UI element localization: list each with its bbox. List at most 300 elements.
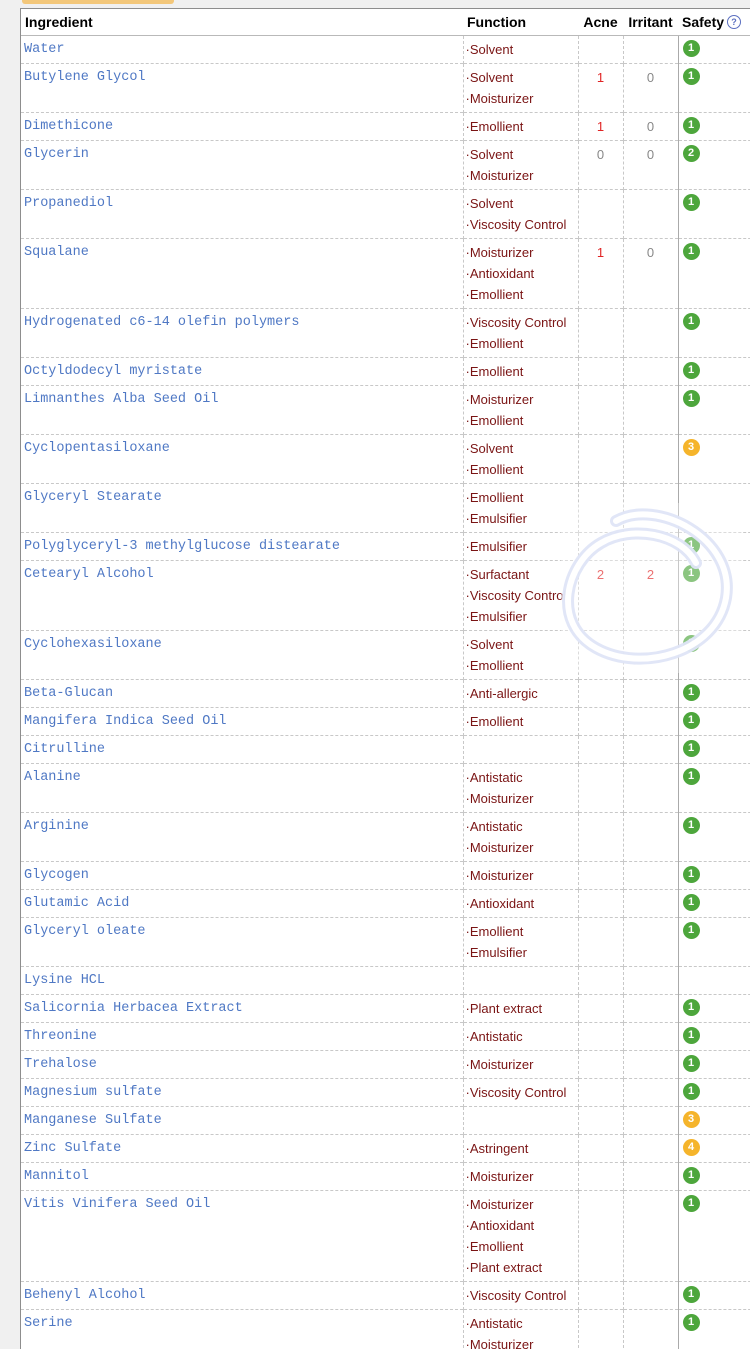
function-tag <box>464 1082 578 1103</box>
function-tag <box>464 410 578 431</box>
irritant-cell <box>623 708 678 736</box>
bullet-icon: · <box>466 1169 470 1184</box>
function-label: Moisturizer <box>470 840 534 855</box>
irritant-cell <box>623 736 678 764</box>
irritant-cell <box>623 890 678 918</box>
acne-value <box>579 918 623 924</box>
acne-value <box>579 1282 623 1288</box>
acne-cell <box>578 995 623 1023</box>
table-row <box>21 36 750 64</box>
function-label: Emollient <box>470 1239 523 1254</box>
ingredient-cell <box>21 1051 463 1079</box>
irritant-value <box>624 309 678 315</box>
safety-cell <box>678 1079 750 1107</box>
table-row <box>21 1163 750 1191</box>
acne-cell <box>578 386 623 435</box>
acne-cell <box>578 631 623 680</box>
acne-value <box>579 995 623 1001</box>
function-label: Moisturizer <box>470 91 534 106</box>
safety-cell <box>678 386 750 435</box>
ingredient-cell <box>21 435 463 484</box>
acne-value <box>579 533 623 539</box>
function-tag <box>464 39 578 60</box>
acne-value <box>579 736 623 742</box>
bullet-icon: · <box>466 1085 470 1100</box>
function-tag <box>464 1285 578 1306</box>
acne-cell <box>578 239 623 309</box>
function-cell <box>463 862 578 890</box>
acne-value <box>579 1051 623 1057</box>
acne-cell <box>578 1191 623 1282</box>
function-cell <box>463 561 578 631</box>
function-tag <box>464 865 578 886</box>
function-tag <box>464 893 578 914</box>
safety-badge[interactable]: 1 <box>683 999 700 1016</box>
ingredient-cell <box>21 764 463 813</box>
function-label: Emollient <box>470 462 523 477</box>
bullet-icon: · <box>466 1316 470 1331</box>
acne-cell <box>578 764 623 813</box>
safety-badge[interactable]: 1 <box>683 194 700 211</box>
ingredient-link[interactable]: Hydrogenated c6-14 olefin polymers <box>21 309 463 330</box>
safety-badge[interactable]: 1 <box>683 922 700 939</box>
acne-cell <box>578 309 623 358</box>
irritant-cell <box>623 190 678 239</box>
table-row <box>21 386 750 435</box>
header-acne: Acne <box>578 9 623 36</box>
ingredient-link[interactable]: Magnesium sulfate <box>21 1079 463 1100</box>
acne-cell <box>578 918 623 967</box>
function-cell <box>463 1079 578 1107</box>
irritant-value <box>624 995 678 1001</box>
irritant-value <box>624 890 678 896</box>
function-label: Moisturizer <box>470 245 534 260</box>
acne-cell <box>578 561 623 631</box>
function-label: Plant extract <box>470 1001 542 1016</box>
safety-badge[interactable]: 1 <box>683 117 700 134</box>
bullet-icon: · <box>466 924 470 939</box>
bullet-icon: · <box>466 245 470 260</box>
safety-cell <box>678 113 750 141</box>
irritant-cell <box>623 1135 678 1163</box>
safety-badge[interactable]: 2 <box>683 145 700 162</box>
table-row <box>21 918 750 967</box>
bullet-icon: · <box>466 1197 470 1212</box>
safety-badge[interactable]: 1 <box>683 866 700 883</box>
ingredient-link[interactable]: Butylene Glycol <box>21 64 463 85</box>
ingredient-link[interactable]: Cyclohexasiloxane <box>21 631 463 652</box>
table-row <box>21 533 750 561</box>
safety-badge[interactable]: 1 <box>683 740 700 757</box>
bullet-icon: · <box>466 1260 470 1275</box>
function-cell <box>463 813 578 862</box>
ingredient-link[interactable]: Beta-Glucan <box>21 680 463 701</box>
ingredient-link[interactable]: Cyclopentasiloxane <box>21 435 463 456</box>
ingredient-link[interactable]: Mannitol <box>21 1163 463 1184</box>
safety-cell <box>678 680 750 708</box>
bullet-icon: · <box>466 819 470 834</box>
irritant-value <box>624 862 678 868</box>
ingredient-link[interactable]: Threonine <box>21 1023 463 1044</box>
bullet-icon: · <box>466 315 470 330</box>
acne-cell <box>578 113 623 141</box>
acne-cell <box>578 813 623 862</box>
function-cell <box>463 190 578 239</box>
function-tag <box>464 263 578 284</box>
ingredient-cell <box>21 561 463 631</box>
safety-badge[interactable]: 1 <box>683 1027 700 1044</box>
irritant-value <box>624 736 678 742</box>
bullet-icon: · <box>466 462 470 477</box>
acne-cell <box>578 680 623 708</box>
ingredient-cell <box>21 64 463 113</box>
table-row <box>21 1023 750 1051</box>
ingredient-cell <box>21 1107 463 1135</box>
bullet-icon: · <box>466 1141 470 1156</box>
safety-cell <box>678 736 750 764</box>
table-row <box>21 1107 750 1135</box>
irritant-cell <box>623 36 678 64</box>
safety-cell <box>678 435 750 484</box>
irritant-value <box>624 484 678 490</box>
table-row <box>21 995 750 1023</box>
function-label: Viscosity Control <box>470 588 567 603</box>
ingredient-cell <box>21 36 463 64</box>
safety-badge[interactable]: 1 <box>683 712 700 729</box>
function-cell <box>463 1051 578 1079</box>
table-row <box>21 1310 750 1349</box>
ingredient-cell <box>21 890 463 918</box>
irritant-value: 2 <box>624 561 678 582</box>
function-cell <box>463 918 578 967</box>
safety-cell <box>678 64 750 113</box>
table-row <box>21 358 750 386</box>
acne-value <box>579 1023 623 1029</box>
function-tag <box>464 67 578 88</box>
table-row <box>21 1282 750 1310</box>
ingredient-link[interactable]: Alanine <box>21 764 463 785</box>
safety-cell <box>678 890 750 918</box>
safety-badge[interactable]: 1 <box>683 362 700 379</box>
function-tag <box>464 116 578 137</box>
bullet-icon: · <box>466 490 470 505</box>
bullet-icon: · <box>466 1337 470 1349</box>
acne-cell <box>578 484 623 533</box>
safety-cell <box>678 36 750 64</box>
ingredient-link[interactable]: Trehalose <box>21 1051 463 1072</box>
irritant-value: 0 <box>624 141 678 162</box>
ingredient-link[interactable]: Glyceryl oleate <box>21 918 463 939</box>
bullet-icon: · <box>466 567 470 582</box>
safety-cell <box>678 1107 750 1135</box>
ingredient-cell <box>21 1135 463 1163</box>
safety-badge[interactable]: 1 <box>683 1314 700 1331</box>
function-label: Antistatic <box>470 770 523 785</box>
acne-value: 0 <box>579 141 623 162</box>
function-cell <box>463 764 578 813</box>
ingredient-link[interactable]: Water <box>21 36 463 57</box>
ingredient-cell <box>21 813 463 862</box>
safety-cell <box>678 533 750 561</box>
function-label: Anti-allergic <box>470 686 538 701</box>
bullet-icon: · <box>466 714 470 729</box>
ingredient-link[interactable]: Vitis Vinifera Seed Oil <box>21 1191 463 1212</box>
function-cell <box>463 631 578 680</box>
function-cell <box>463 1135 578 1163</box>
function-cell <box>463 358 578 386</box>
irritant-cell <box>623 1191 678 1282</box>
function-cell <box>463 1163 578 1191</box>
table-row <box>21 239 750 309</box>
safety-badge[interactable]: 1 <box>683 313 700 330</box>
irritant-value <box>624 1163 678 1169</box>
irritant-value <box>624 680 678 686</box>
irritant-cell <box>623 1282 678 1310</box>
bullet-icon: · <box>466 1001 470 1016</box>
ingredient-cell <box>21 1191 463 1282</box>
function-tag <box>464 144 578 165</box>
bullet-icon: · <box>466 91 470 106</box>
function-label: Moisturizer <box>470 168 534 183</box>
ingredient-cell <box>21 239 463 309</box>
function-label: Antioxidant <box>470 896 534 911</box>
acne-cell <box>578 1163 623 1191</box>
function-cell <box>463 890 578 918</box>
ingredient-link[interactable]: Glutamic Acid <box>21 890 463 911</box>
function-label: Solvent <box>470 42 513 57</box>
irritant-cell <box>623 484 678 533</box>
table-row <box>21 484 750 533</box>
function-label: Moisturizer <box>470 1197 534 1212</box>
function-cell <box>463 1023 578 1051</box>
acne-value <box>579 890 623 896</box>
irritant-cell <box>623 533 678 561</box>
function-cell <box>463 141 578 190</box>
bullet-icon: · <box>466 637 470 652</box>
ingredient-link[interactable]: Behenyl Alcohol <box>21 1282 463 1303</box>
ingredient-link[interactable]: Lysine HCL <box>21 967 463 988</box>
ingredient-cell <box>21 533 463 561</box>
table-row <box>21 764 750 813</box>
safety-badge[interactable]: 1 <box>683 390 700 407</box>
bullet-icon: · <box>466 336 470 351</box>
function-tag <box>464 788 578 809</box>
function-tag <box>464 606 578 627</box>
bullet-icon: · <box>466 511 470 526</box>
acne-value <box>579 309 623 315</box>
irritant-cell <box>623 918 678 967</box>
ingredient-cell <box>21 1079 463 1107</box>
function-label: Solvent <box>470 196 513 211</box>
table-row <box>21 113 750 141</box>
bullet-icon: · <box>466 413 470 428</box>
table-header-row <box>21 9 750 36</box>
function-tag <box>464 438 578 459</box>
safety-cell <box>678 1023 750 1051</box>
safety-badge[interactable]: 1 <box>683 243 700 260</box>
acne-value <box>579 764 623 770</box>
ingredient-link[interactable]: Arginine <box>21 813 463 834</box>
ingredient-link[interactable]: Salicornia Herbacea Extract <box>21 995 463 1016</box>
safety-badge[interactable]: 1 <box>683 817 700 834</box>
safety-badge[interactable]: 3 <box>683 1111 700 1128</box>
function-label: Viscosity Control <box>470 1085 567 1100</box>
acne-value <box>579 1107 623 1113</box>
function-cell <box>463 435 578 484</box>
function-label: Emulsifier <box>470 539 527 554</box>
table-row <box>21 64 750 113</box>
bullet-icon: · <box>466 609 470 624</box>
function-label: Emollient <box>470 364 523 379</box>
bullet-icon: · <box>466 1288 470 1303</box>
ingredient-cell <box>21 1310 463 1349</box>
function-label: Moisturizer <box>470 392 534 407</box>
irritant-cell <box>623 1051 678 1079</box>
table-row <box>21 736 750 764</box>
acne-cell <box>578 967 623 995</box>
ingredient-link[interactable]: Glyceryl Stearate <box>21 484 463 505</box>
safety-badge[interactable]: 1 <box>683 40 700 57</box>
ingredient-link[interactable]: Glycerin <box>21 141 463 162</box>
irritant-cell <box>623 631 678 680</box>
irritant-value: 0 <box>624 113 678 134</box>
ingredient-cell <box>21 631 463 680</box>
function-cell <box>463 1310 578 1349</box>
function-tag <box>464 683 578 704</box>
safety-badge[interactable]: 1 <box>683 68 700 85</box>
safety-badge[interactable]: 1 <box>683 1167 700 1184</box>
safety-cell <box>678 141 750 190</box>
bullet-icon: · <box>466 868 470 883</box>
irritant-value <box>624 386 678 392</box>
acne-value <box>579 862 623 868</box>
ingredient-cell <box>21 918 463 967</box>
bullet-icon: · <box>466 196 470 211</box>
function-cell <box>463 386 578 435</box>
ingredient-link[interactable]: Squalane <box>21 239 463 260</box>
ingredient-link[interactable]: Mangifera Indica Seed Oil <box>21 708 463 729</box>
function-label: Emollient <box>470 287 523 302</box>
acne-value <box>579 680 623 686</box>
table-row <box>21 631 750 680</box>
safety-badge[interactable]: 1 <box>683 1083 700 1100</box>
ingredient-link[interactable]: Dimethicone <box>21 113 463 134</box>
acne-value <box>579 1163 623 1169</box>
acne-cell <box>578 141 623 190</box>
ingredient-link[interactable]: Polyglyceryl-3 methylglucose distearate <box>21 533 463 554</box>
acne-cell <box>578 1310 623 1349</box>
acne-value: 2 <box>579 561 623 582</box>
acne-value <box>579 631 623 637</box>
ingredient-link[interactable]: Manganese Sulfate <box>21 1107 463 1128</box>
bullet-icon: · <box>466 70 470 85</box>
safety-cell <box>678 1310 750 1349</box>
function-cell <box>463 484 578 533</box>
ingredient-link[interactable]: Limnanthes Alba Seed Oil <box>21 386 463 407</box>
safety-badge[interactable]: 1 <box>683 537 700 554</box>
bullet-icon: · <box>466 658 470 673</box>
ingredient-link[interactable]: Octyldodecyl myristate <box>21 358 463 379</box>
ingredient-link[interactable]: Cetearyl Alcohol <box>21 561 463 582</box>
irritant-value <box>624 708 678 714</box>
acne-cell <box>578 1023 623 1051</box>
acne-cell <box>578 1135 623 1163</box>
acne-value <box>579 1079 623 1085</box>
function-tag <box>464 508 578 529</box>
safety-badge[interactable]: 1 <box>683 1055 700 1072</box>
ingredient-cell <box>21 708 463 736</box>
bullet-icon: · <box>466 1239 470 1254</box>
ingredient-link[interactable]: Zinc Sulfate <box>21 1135 463 1156</box>
function-tag <box>464 564 578 585</box>
safety-badge[interactable]: 3 <box>683 439 700 456</box>
safety-badge[interactable]: 1 <box>683 565 700 582</box>
function-cell <box>463 736 578 764</box>
bullet-icon: · <box>466 1218 470 1233</box>
function-label: Emulsifier <box>470 945 527 960</box>
irritant-cell <box>623 386 678 435</box>
ingredient-table-panel <box>20 8 750 1349</box>
ingredient-cell <box>21 141 463 190</box>
table-row <box>21 435 750 484</box>
function-tag <box>464 193 578 214</box>
function-tag <box>464 1194 578 1215</box>
ingredient-cell <box>21 386 463 435</box>
irritant-value: 0 <box>624 239 678 260</box>
function-tag <box>464 487 578 508</box>
acne-value <box>579 358 623 364</box>
header-safety <box>678 9 750 36</box>
safety-badge[interactable]: 1 <box>683 768 700 785</box>
bullet-icon: · <box>466 168 470 183</box>
table-row <box>21 141 750 190</box>
ingredient-cell <box>21 862 463 890</box>
bullet-icon: · <box>466 119 470 134</box>
function-label: Moisturizer <box>470 1337 534 1349</box>
function-tag <box>464 333 578 354</box>
ingredient-link[interactable]: Glycogen <box>21 862 463 883</box>
help-icon[interactable]: ? <box>727 15 741 29</box>
safety-badge[interactable]: 1 <box>683 1286 700 1303</box>
function-label: Surfactant <box>470 567 529 582</box>
ingredient-link[interactable]: Propanediol <box>21 190 463 211</box>
ingredient-link[interactable]: Citrulline <box>21 736 463 757</box>
safety-badge[interactable]: 1 <box>683 894 700 911</box>
irritant-cell <box>623 862 678 890</box>
safety-cell <box>678 309 750 358</box>
table-row <box>21 1191 750 1282</box>
ingredient-cell <box>21 484 463 533</box>
function-label: Viscosity Control <box>470 1288 567 1303</box>
bullet-icon: · <box>466 392 470 407</box>
acne-value <box>579 813 623 819</box>
irritant-cell <box>623 764 678 813</box>
safety-badge[interactable]: 1 <box>683 684 700 701</box>
safety-badge[interactable]: 2 <box>683 635 700 652</box>
irritant-value <box>624 918 678 924</box>
acne-cell <box>578 1051 623 1079</box>
acne-cell <box>578 890 623 918</box>
safety-badge[interactable]: 4 <box>683 1139 700 1156</box>
irritant-value: 0 <box>624 64 678 85</box>
bullet-icon: · <box>466 42 470 57</box>
irritant-cell <box>623 113 678 141</box>
function-label: Antioxidant <box>470 1218 534 1233</box>
bullet-icon: · <box>466 896 470 911</box>
ingredient-cell <box>21 309 463 358</box>
ingredient-link[interactable]: Serine <box>21 1310 463 1331</box>
safety-badge[interactable]: 1 <box>683 1195 700 1212</box>
